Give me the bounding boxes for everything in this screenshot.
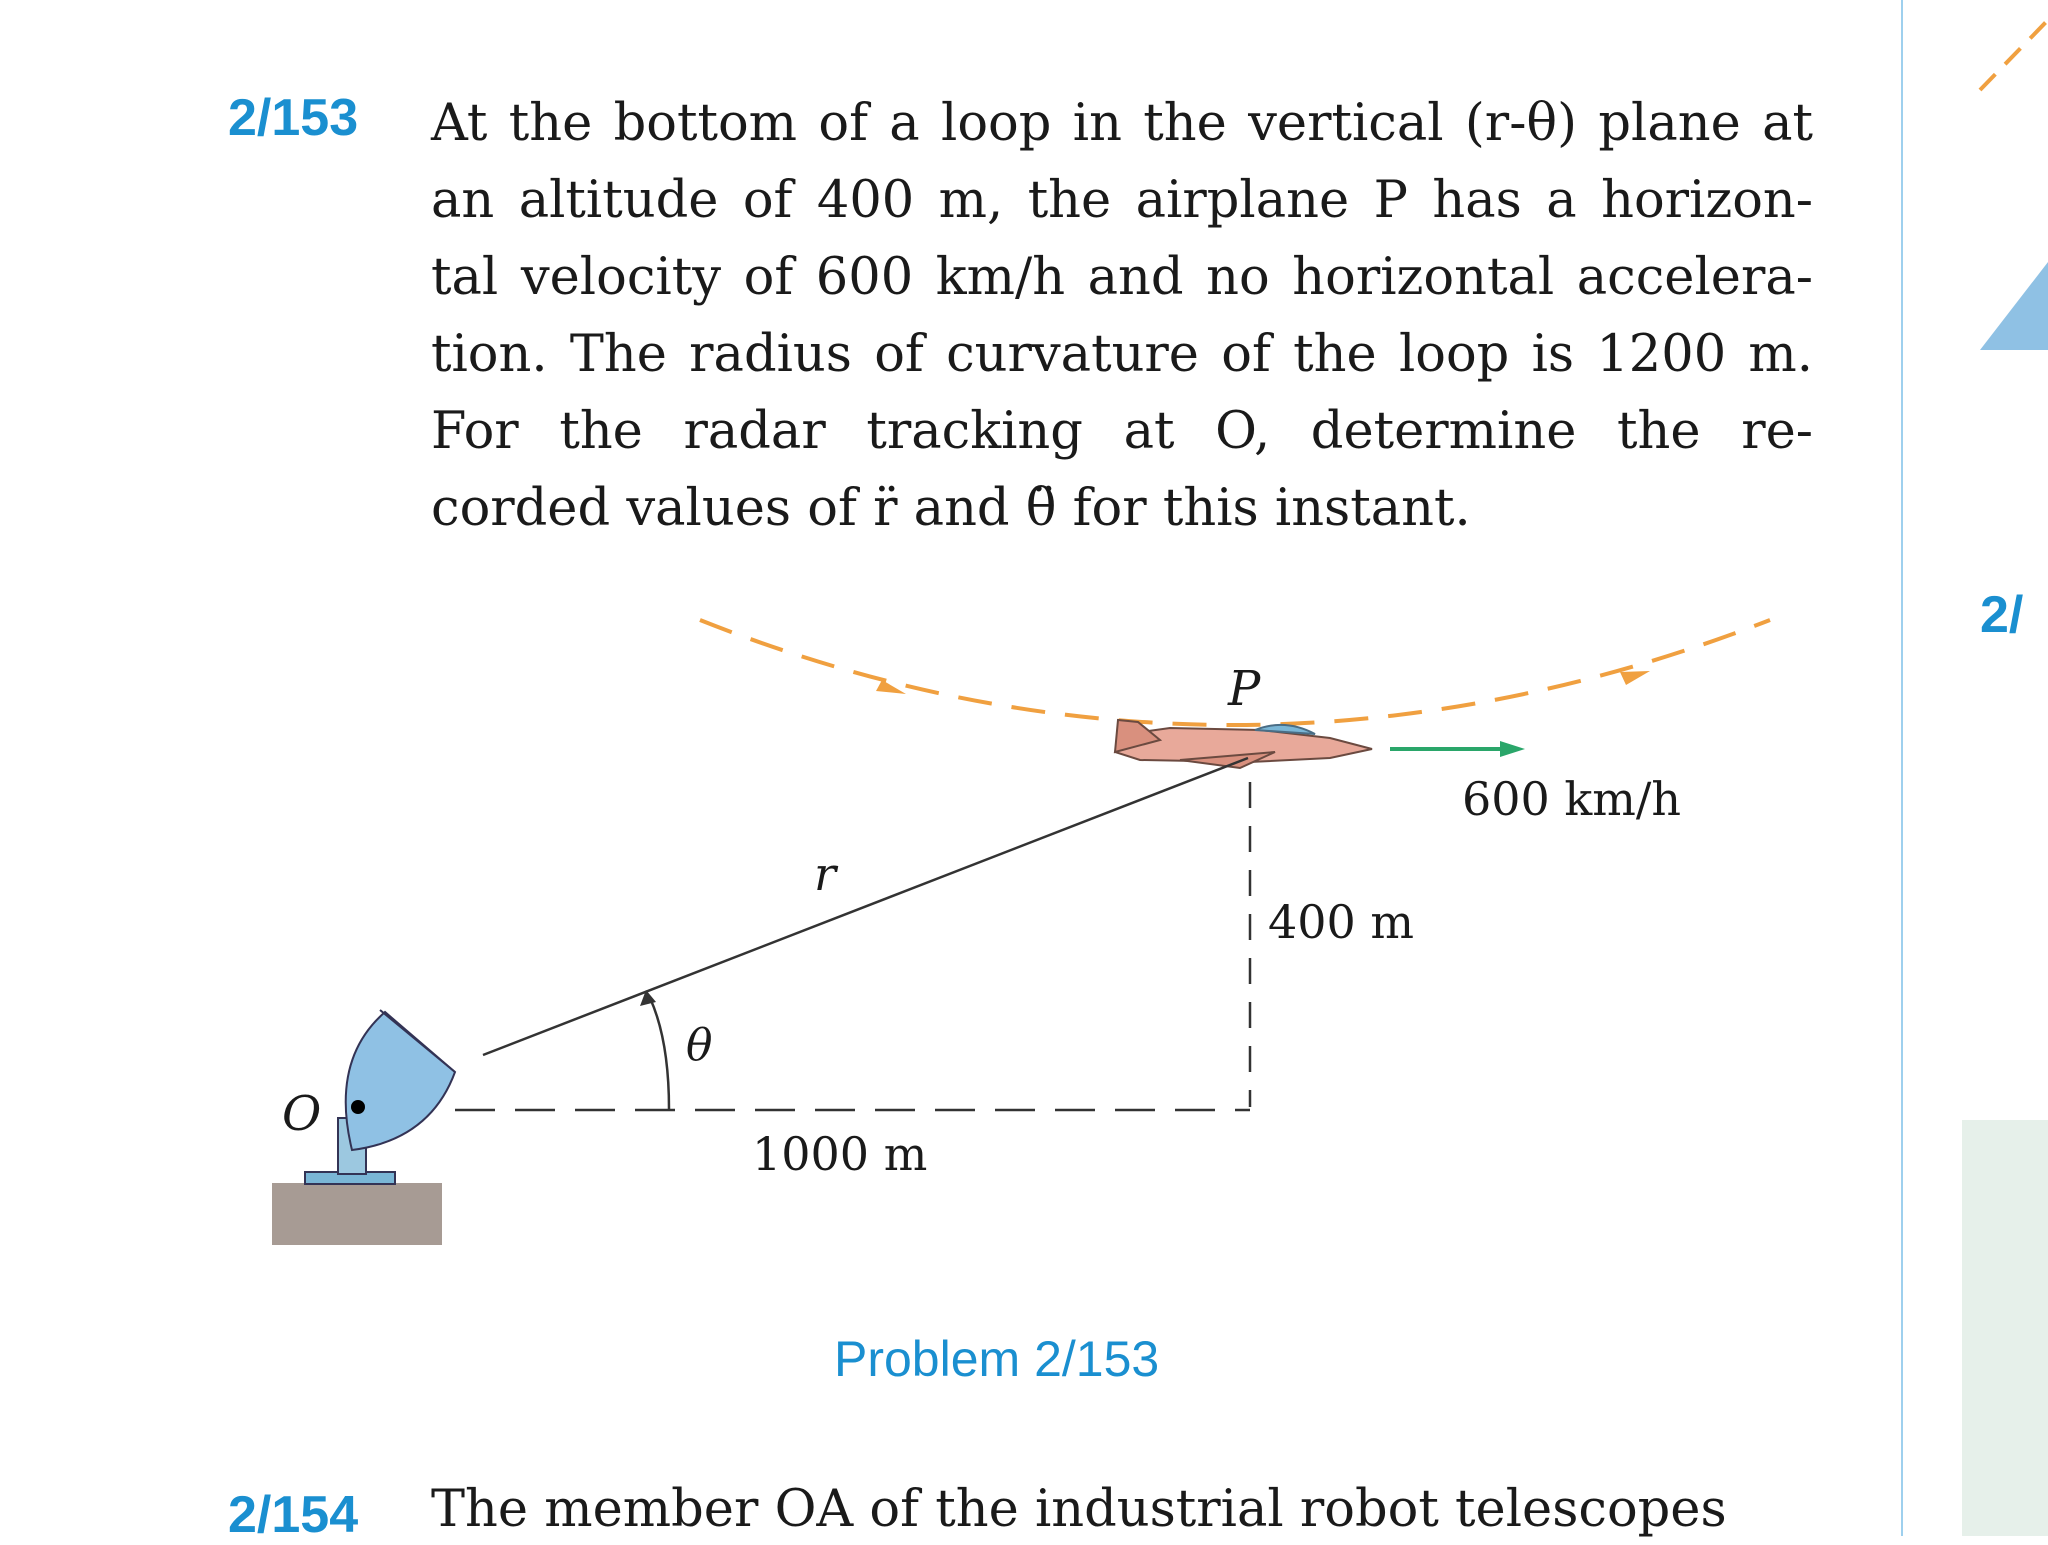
- theta-arc: [650, 998, 669, 1109]
- problem-line: For the radar tracking at O, determine the re-: [431, 402, 1813, 461]
- path-arrowhead: [1620, 671, 1650, 685]
- label-r: r: [814, 847, 836, 901]
- distance-label: 1000 m: [752, 1127, 928, 1181]
- ground-block: [272, 1183, 442, 1245]
- altitude-label: 400 m: [1268, 895, 1415, 949]
- label-O: O: [282, 1086, 322, 1142]
- fragment-dashed-path: [1980, 20, 2048, 90]
- next-problem-number: 2/154: [228, 1486, 359, 1544]
- label-P: P: [1228, 661, 1261, 717]
- next-column-problem-number: 2/: [1980, 586, 2024, 644]
- fragment-shape: [1980, 262, 2048, 350]
- column-divider: [1901, 0, 1903, 1536]
- side-panel-box: [1962, 1120, 2048, 1536]
- origin-point: [351, 1100, 365, 1114]
- problem-line: corded values of r̈ and θ̈ for this instant.: [431, 479, 1471, 538]
- problem-line: At the bottom of a loop in the vertical (r-θ) plane at: [431, 94, 1813, 153]
- radar-dish-icon: [305, 1010, 455, 1184]
- figure-caption: Problem 2/153: [834, 1331, 1160, 1387]
- velocity-arrowhead: [1500, 741, 1525, 757]
- next-problem-text: The member OA of the industrial robot telescopes: [431, 1480, 1727, 1539]
- problem-line: an altitude of 400 m, the airplane P has a horizon-: [431, 171, 1813, 230]
- next-column-fragment: [1960, 0, 2048, 360]
- problem-line: tion. The radius of curvature of the loop is 1200 m.: [431, 325, 1813, 384]
- radial-line-r: [483, 758, 1248, 1055]
- problem-number: 2/153: [228, 89, 359, 147]
- label-theta: θ: [686, 1020, 713, 1071]
- path-arrowhead: [876, 680, 906, 694]
- speed-label: 600 km/h: [1462, 772, 1682, 826]
- problem-line: tal velocity of 600 km/h and no horizontal accelera-: [431, 248, 1813, 307]
